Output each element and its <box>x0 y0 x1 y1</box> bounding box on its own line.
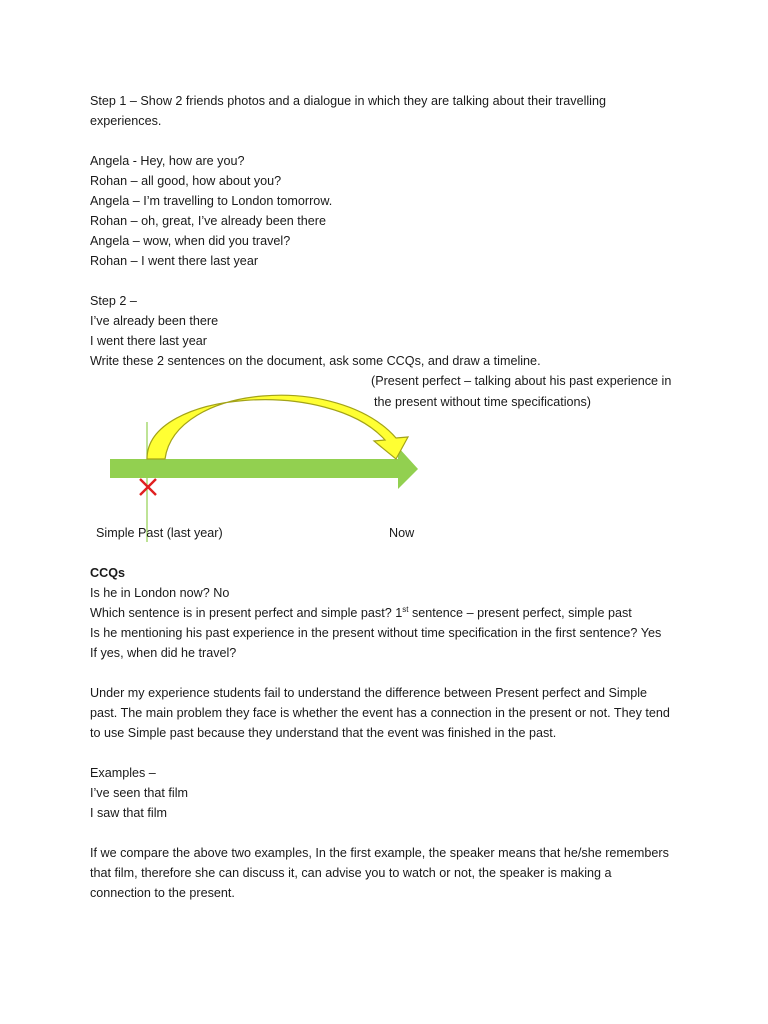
paragraph-line: If we compare the above two examples, In the first example, the speaker means that he/she remembers <box>90 846 669 860</box>
paragraph-line: connection to the present. <box>90 886 235 900</box>
example-2: I saw that film <box>90 806 167 820</box>
step1-line-1: Step 1 – Show 2 friends photos and a dialogue in which they are talking about their travelling <box>90 94 606 108</box>
step2-sentence-1: I’ve already been there <box>90 314 219 328</box>
curved-arrow <box>147 395 408 459</box>
paragraph-line: that film, therefore she can discuss it, can advise you to watch or not, the speaker is making a <box>90 866 612 880</box>
dialogue-line: Rohan – I went there last year <box>90 254 259 268</box>
paragraph-line: past. The main problem they face is whether the event has a connection in the present or not. They tend <box>90 706 670 720</box>
timeline-label-past: Simple Past (last year) <box>96 526 223 540</box>
paragraph-line: to use Simple past because they understand that the event was finished in the past. <box>90 726 557 740</box>
ccqs-heading: CCQs <box>90 566 125 580</box>
examples-heading: Examples – <box>90 766 156 780</box>
ccq-question: Which sentence is in present perfect and simple past? 1st sentence – present perfect, simple past <box>90 605 632 620</box>
dialogue-line: Rohan – all good, how about you? <box>90 174 282 188</box>
paragraph-line: Under my experience students fail to understand the difference between Present perfect and Simple <box>90 686 648 700</box>
step2-heading: Step 2 – <box>90 294 137 308</box>
red-cross-icon <box>140 479 156 495</box>
dialogue-line: Angela - Hey, how are you? <box>90 154 245 168</box>
step2-sentence-2: I went there last year <box>90 334 207 348</box>
dialogue-line: Rohan – oh, great, I’ve already been there <box>90 214 326 228</box>
example-1: I’ve seen that film <box>90 786 188 800</box>
present-perfect-note-line-2: the present without time specifications) <box>374 395 591 409</box>
ccq-question: If yes, when did he travel? <box>90 646 237 660</box>
step2-instruction: Write these 2 sentences on the document, ask some CCQs, and draw a timeline. <box>90 354 541 368</box>
step1-line-2: experiences. <box>90 114 162 128</box>
dialogue-line: Angela – I’m travelling to London tomorrow. <box>90 194 333 208</box>
ccq-question: Is he in London now? No <box>90 586 230 600</box>
ccq-question: Is he mentioning his past experience in the present without time specification in the first sentence? Yes <box>90 626 662 640</box>
present-perfect-note-line-1: (Present perfect – talking about his past experience in <box>371 374 672 388</box>
timeline-label-now: Now <box>389 526 415 540</box>
dialogue-line: Angela – wow, when did you travel? <box>90 234 291 248</box>
